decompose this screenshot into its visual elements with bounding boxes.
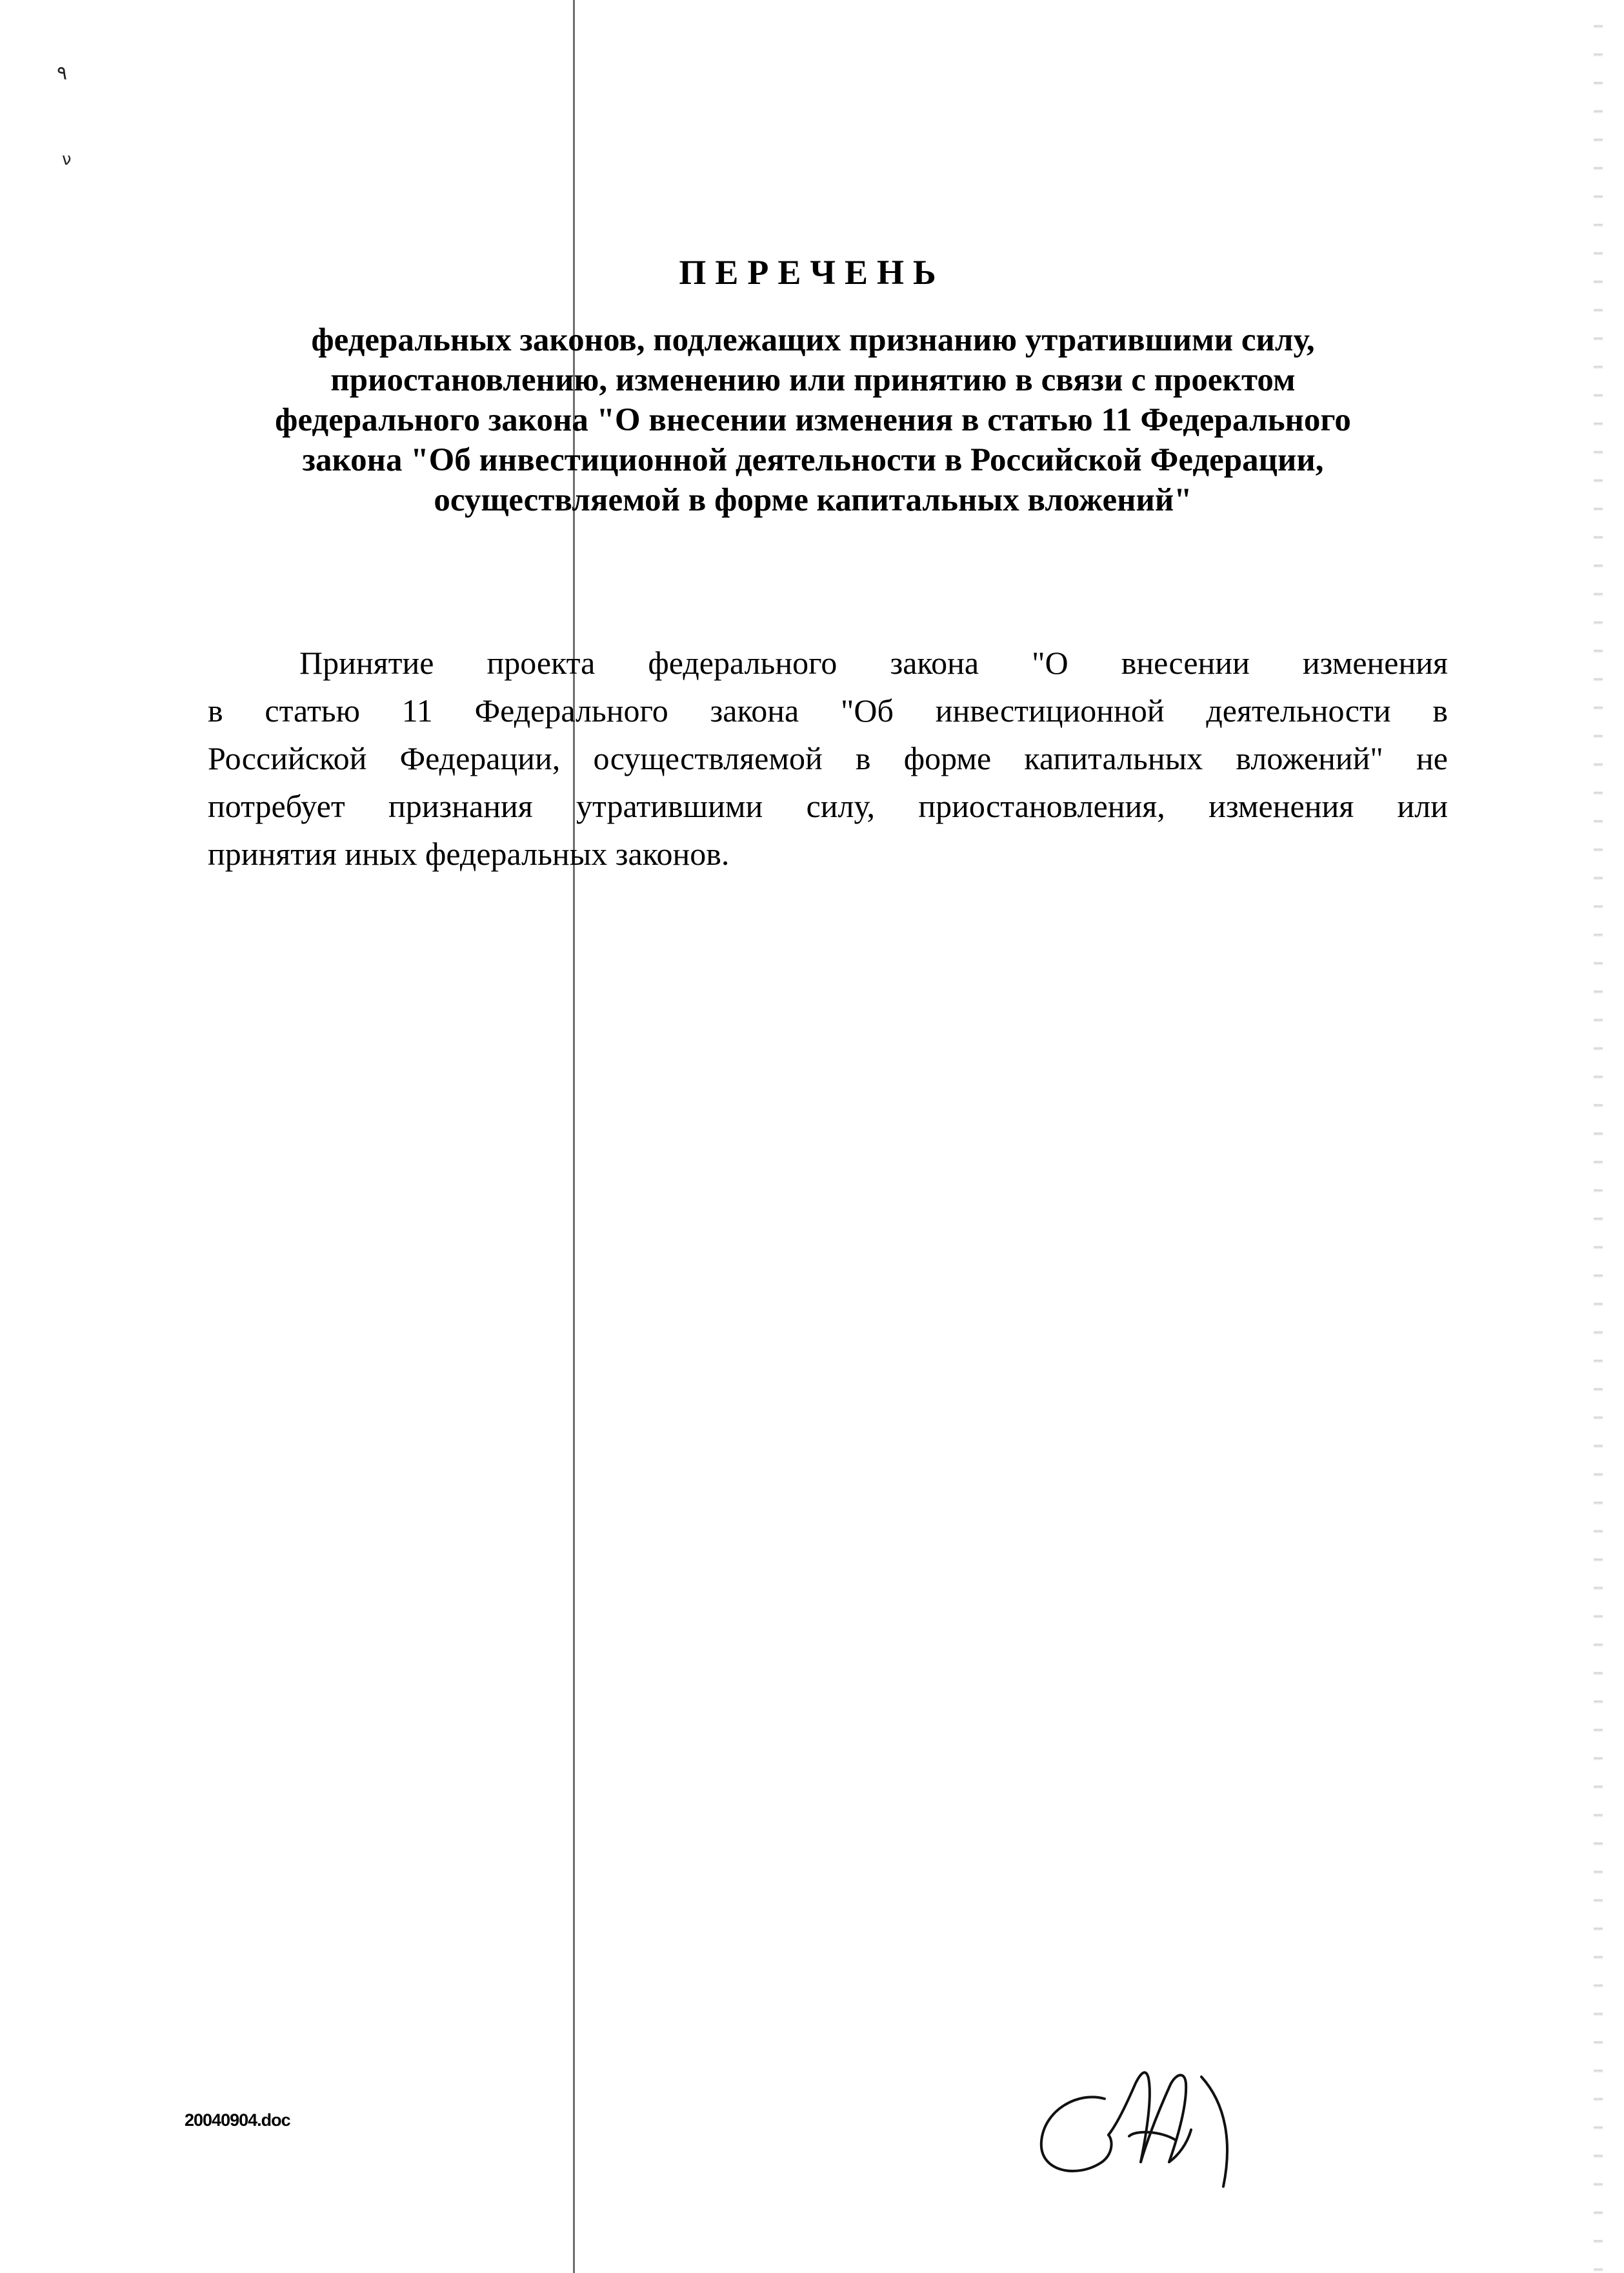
subtitle-line: федерального закона "О внесении изменения в статью 11 Федерального — [275, 402, 1351, 438]
body-line: потребует признания утратившими силу, приостановления, изменения или — [208, 788, 1448, 824]
document-subtitle — [194, 320, 1432, 520]
subtitle-line: приостановлению, изменению или принятию в связи с проектом — [330, 362, 1296, 398]
body-line: Принятие проекта федерального закона "О внесении изменения — [299, 645, 1448, 681]
subtitle-line: закона "Об инвестиционной деятельности в Российской Федерации, — [302, 442, 1324, 478]
document-filename: 20040904.doc — [185, 2110, 290, 2130]
body-paragraph — [208, 639, 1448, 878]
document-title: ПЕРЕЧЕНЬ — [679, 253, 945, 292]
body-line: Российской Федерации, осуществляемой в форме капитальных вложений" не — [208, 740, 1448, 776]
subtitle-line: федеральных законов, подлежащих признанию утратившими силу, — [311, 322, 1315, 358]
scan-edge-speckle — [1594, 0, 1603, 2273]
body-line: принятия иных федеральных законов. — [208, 836, 730, 872]
handwritten-signature — [1032, 2059, 1252, 2188]
corner-mark-second: ν — [62, 150, 72, 169]
subtitle-line: осуществляемой в форме капитальных вложений" — [434, 482, 1192, 518]
body-line: в статью 11 Федерального закона "Об инвестиционной деятельности в — [208, 692, 1448, 729]
corner-mark-top: ۹ — [57, 62, 68, 85]
